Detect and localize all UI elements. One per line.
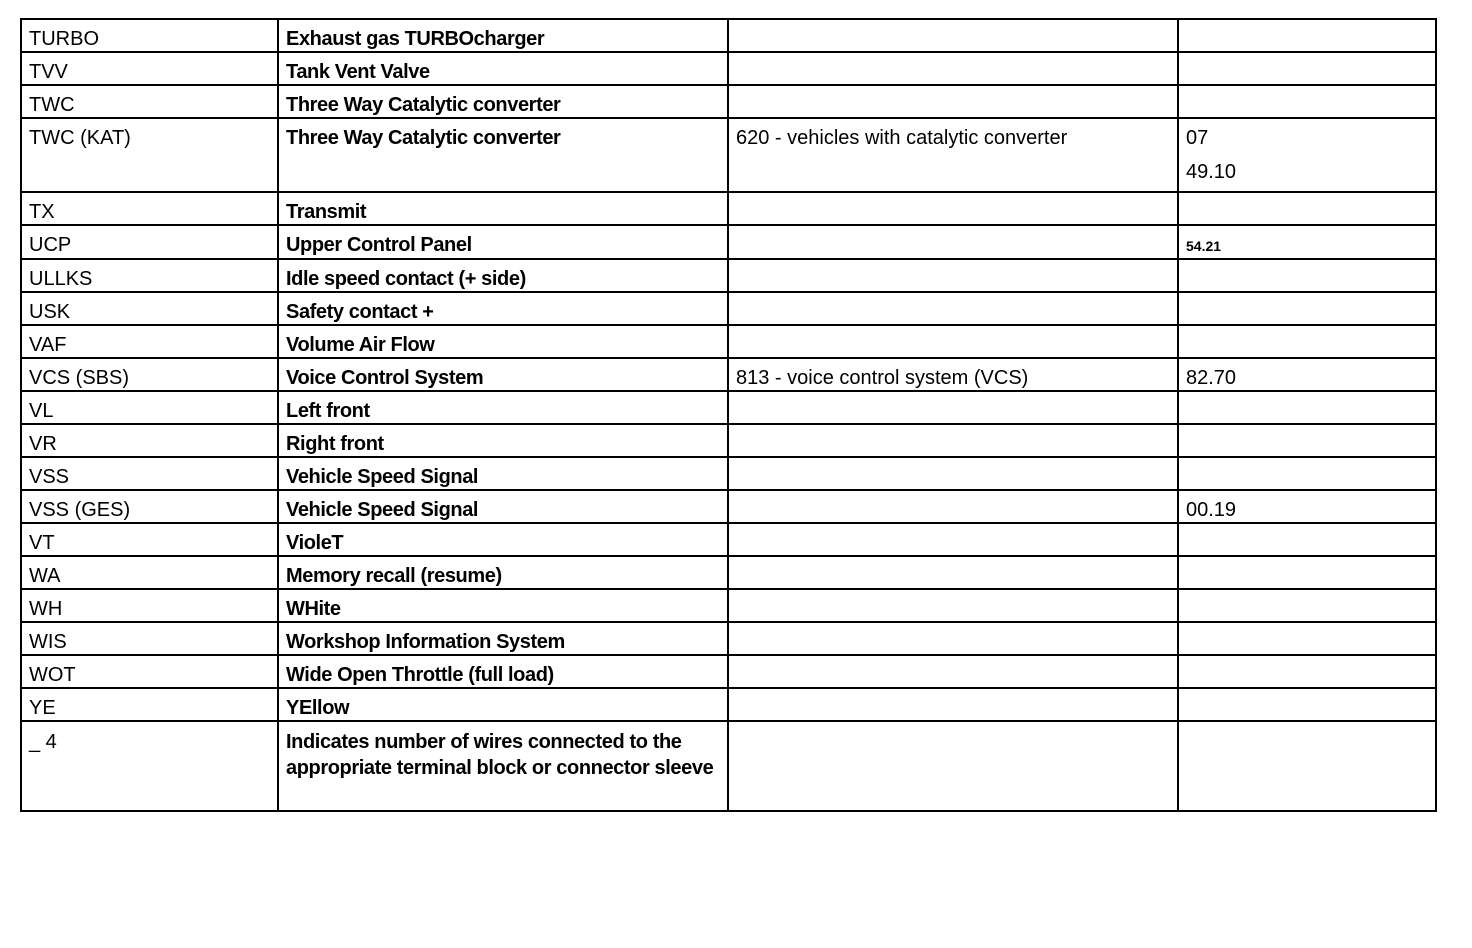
table-row (21, 358, 1436, 391)
abbreviation-cell: VAF (21, 325, 278, 358)
reference-cell (1178, 721, 1436, 811)
reference-cell (1178, 225, 1436, 259)
description-cell: WHite (278, 589, 728, 622)
reference-cell (1178, 118, 1436, 192)
abbreviation-cell: _ 4 (21, 721, 278, 811)
abbreviation-cell: UCP (21, 225, 278, 259)
abbreviation-cell: USK (21, 292, 278, 325)
reference-line-2: 49.10 (1186, 161, 1237, 183)
reference-cell (1178, 523, 1436, 556)
reference-cell (1178, 556, 1436, 589)
reference-cell (1178, 292, 1436, 325)
reference-value: 54.21 (1186, 238, 1222, 254)
reference-line-1: 07 (1186, 127, 1209, 149)
note-cell (728, 259, 1178, 292)
abbreviation-cell: ULLKS (21, 259, 278, 292)
description-cell: Safety contact + (278, 292, 728, 325)
description-cell: Tank Vent Valve (278, 52, 728, 85)
description-cell: Memory recall (resume) (278, 556, 728, 589)
table-row (21, 622, 1436, 655)
reference-cell (1178, 424, 1436, 457)
note-cell (728, 225, 1178, 259)
description-cell: VioleT (278, 523, 728, 556)
description-cell: Workshop Information System (278, 622, 728, 655)
note-cell (728, 589, 1178, 622)
note-cell (728, 622, 1178, 655)
note-cell (728, 391, 1178, 424)
abbreviation-cell: WIS (21, 622, 278, 655)
description-cell: Three Way Catalytic converter (278, 85, 728, 118)
reference-cell (1178, 325, 1436, 358)
abbreviation-cell: TWC (KAT) (21, 118, 278, 192)
description-cell: Transmit (278, 192, 728, 225)
abbreviation-table (20, 18, 1437, 812)
note-cell (728, 655, 1178, 688)
abbreviation-cell: TVV (21, 52, 278, 85)
table-row (21, 118, 1436, 192)
description-cell: Wide Open Throttle (full load) (278, 655, 728, 688)
abbreviation-cell: TURBO (21, 19, 278, 52)
table-row (21, 391, 1436, 424)
table-row (21, 556, 1436, 589)
note-cell: 620 - vehicles with catalytic converter (728, 118, 1178, 192)
abbreviation-cell: WOT (21, 655, 278, 688)
table-row (21, 721, 1436, 811)
abbreviation-cell: WH (21, 589, 278, 622)
description-cell: Vehicle Speed Signal (278, 457, 728, 490)
abbreviation-cell: VSS (GES) (21, 490, 278, 523)
table-row (21, 19, 1436, 52)
note-cell (728, 52, 1178, 85)
note-cell (728, 457, 1178, 490)
reference-cell (1178, 589, 1436, 622)
description-cell: Idle speed contact (+ side) (278, 259, 728, 292)
abbreviation-cell: VR (21, 424, 278, 457)
note-cell (728, 292, 1178, 325)
reference-cell (1178, 192, 1436, 225)
table-row (21, 52, 1436, 85)
abbreviation-cell: WA (21, 556, 278, 589)
abbreviation-cell: YE (21, 688, 278, 721)
note-cell (728, 424, 1178, 457)
reference-cell (1178, 85, 1436, 118)
table-row (21, 523, 1436, 556)
table-row (21, 589, 1436, 622)
table-row (21, 424, 1436, 457)
abbreviation-cell: VL (21, 391, 278, 424)
abbreviation-cell: TX (21, 192, 278, 225)
description-cell: Left front (278, 391, 728, 424)
note-cell (728, 85, 1178, 118)
reference-cell: 00.19 (1178, 490, 1436, 523)
reference-cell (1178, 391, 1436, 424)
reference-cell (1178, 259, 1436, 292)
note-cell (728, 490, 1178, 523)
description-cell: Right front (278, 424, 728, 457)
description-cell: Three Way Catalytic converter (278, 118, 728, 192)
table-row (21, 655, 1436, 688)
abbreviation-cell: VCS (SBS) (21, 358, 278, 391)
reference-cell: 82.70 (1178, 358, 1436, 391)
reference-cell (1178, 19, 1436, 52)
table-row (21, 192, 1436, 225)
table-row (21, 259, 1436, 292)
reference-cell (1178, 655, 1436, 688)
description-cell: Upper Control Panel (278, 225, 728, 259)
note-cell (728, 721, 1178, 811)
table-row (21, 457, 1436, 490)
note-cell (728, 523, 1178, 556)
table-row (21, 688, 1436, 721)
abbreviation-cell: VT (21, 523, 278, 556)
abbreviation-cell: TWC (21, 85, 278, 118)
note-cell (728, 688, 1178, 721)
note-cell (728, 19, 1178, 52)
description-cell: Volume Air Flow (278, 325, 728, 358)
table-row (21, 85, 1436, 118)
table-row (21, 225, 1436, 259)
reference-cell (1178, 52, 1436, 85)
note-cell (728, 192, 1178, 225)
description-cell: Vehicle Speed Signal (278, 490, 728, 523)
reference-cell (1178, 688, 1436, 721)
description-cell: Voice Control System (278, 358, 728, 391)
description-cell: Indicates number of wires connected to the appropriate terminal block or connector sleeve (278, 721, 728, 811)
description-cell: YEllow (278, 688, 728, 721)
table-row (21, 292, 1436, 325)
description-cell: Exhaust gas TURBOcharger (278, 19, 728, 52)
table-row (21, 325, 1436, 358)
reference-cell (1178, 622, 1436, 655)
abbreviation-cell: VSS (21, 457, 278, 490)
note-cell: 813 - voice control system (VCS) (728, 358, 1178, 391)
reference-cell (1178, 457, 1436, 490)
table-row (21, 490, 1436, 523)
note-cell (728, 325, 1178, 358)
note-cell (728, 556, 1178, 589)
